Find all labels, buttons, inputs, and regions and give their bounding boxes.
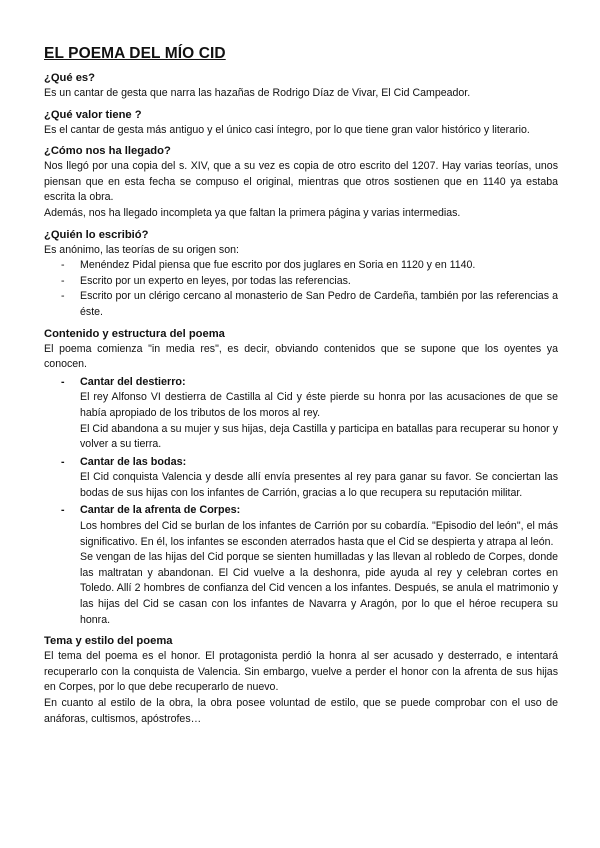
part-title: Cantar de las bodas: (80, 455, 187, 468)
section-text: El poema comienza "in media res", es decir, obviando contenidos que se supone que los oyentes ya conocen. (44, 342, 558, 371)
section-heading: Tema y estilo del poema (44, 635, 173, 648)
part-title: Cantar de la afrenta de Corpes: (80, 504, 241, 517)
dash-bullet: - (61, 375, 65, 388)
list-item: - Escrito por un experto en leyes, por todas las referencias. (44, 274, 558, 290)
section-tema-estilo (44, 634, 558, 727)
part-afrenta (44, 503, 558, 628)
section-text: Es anónimo, las teorías de su origen son: (44, 243, 239, 256)
part-title: Cantar del destierro: (80, 375, 186, 388)
section-text: Es un cantar de gesta que narra las hazañas de Rodrigo Díaz de Vivar, El Cid Campeador. (44, 87, 471, 99)
part-text: Se vengan de las hijas del Cid porque se sienten humilladas y las llevan al robledo de Corpes, donde las maltratan y abandonan. El Cid vuelve a la deshonra, pide ayuda al rey y celebran cortes en Toledo. Allí 2 hombres de confianza del Cid vencen a los infantes. Después, se anula el matrimonio y las hijas del Cid se casan con los infantes de Navarra y Aragón, por lo que el héroe recupera su honra. (80, 551, 558, 626)
section-text: Nos llegó por una copia del s. XIV, que a su vez es copia de otro escrito del 1207. Hay varias teorías, unos piensan que en esta fecha se compuso el original, mientras que otros sostienen que en 1140 ya estaba escrita la obra. (44, 160, 558, 204)
section-text: Es el cantar de gesta más antiguo y el único casi íntegro, por lo que tiene gran valor histórico y literario. (44, 123, 530, 136)
part-text: Los hombres del Cid se burlan de los infantes de Carrión por su cobardía. "Episodio del león", el más significativo. En él, los infantes se esconden aterrados hasta que el Cid se despierta y atrapa al león. (80, 520, 558, 548)
part-text: El Cid conquista Valencia y desde allí envía presentes al rey para ganar su favor. Se conciertan las bodas de sus hijas con los infantes de Carrión, gracias a lo que recupera su reputación militar. (80, 471, 558, 499)
part-bodas (44, 455, 558, 502)
section-que-es (44, 71, 558, 102)
section-heading: Contenido y estructura del poema (44, 327, 225, 340)
section-heading: ¿Quién lo escribió? (44, 228, 149, 241)
page-title: EL POEMA DEL MÍO CID (44, 45, 226, 62)
dash-bullet: - (61, 455, 65, 468)
theories-list (44, 258, 558, 320)
section-contenido (44, 327, 558, 629)
document-page (44, 44, 558, 727)
section-heading: ¿Qué es? (44, 72, 95, 84)
section-valor (44, 108, 558, 139)
part-destierro (44, 375, 558, 453)
dash-bullet: - (61, 504, 65, 517)
section-como-ha-llegado (44, 144, 558, 221)
section-text: En cuanto al estilo de la obra, la obra posee voluntad de estilo, que se puede comprobar con el uso de anáforas, cultismos, apóstrofes… (44, 697, 558, 725)
section-text: Además, nos ha llegado incompleta ya que faltan la primera página y varias intermedias. (44, 206, 461, 219)
part-text: El rey Alfonso VI destierra de Castilla al Cid y éste pierde su honra por las acusaciones de que se había apropiado de los tributos de los moros al rey. (80, 391, 558, 419)
part-text: El Cid abandona a su mujer y sus hijas, deja Castilla y participa en batallas para recuperar su honor y volver a su tierra. (80, 422, 558, 451)
section-heading: ¿Cómo nos ha llegado? (44, 145, 171, 158)
list-item: - Escrito por un clérigo cercano al monasterio de San Pedro de Cardeña, también por las referencias a éste. (44, 289, 558, 320)
section-heading: ¿Qué valor tiene ? (44, 108, 142, 121)
section-quien-escribio (44, 228, 558, 321)
section-text: El tema del poema es el honor. El protagonista perdió la honra al ser acusado y desterrado, e intentará recuperarlo con la conquista de Valencia. Sin embargo, vuelve a perder el honor con la afrenta de sus hijas en Corpes, por lo que debe recuperarlo de nuevo. (44, 650, 558, 694)
list-item: - Menéndez Pidal piensa que fue escrito por dos juglares en Soria en 1120 y en 1140. (44, 258, 558, 274)
